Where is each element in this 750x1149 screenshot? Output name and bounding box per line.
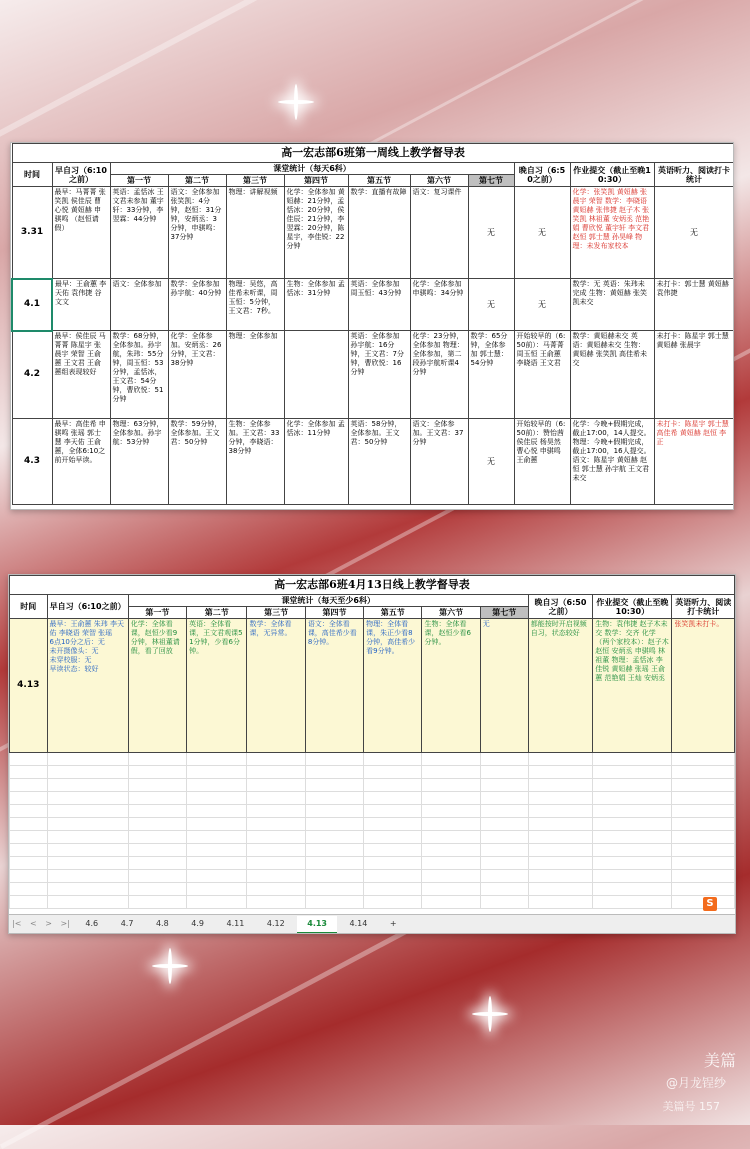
homework-cell[interactable]: 生物：袁伟捷 赵子木未交 数学：交齐 化学（两个家校本）：赵子木 赵恒 安炳丞 申骐鸣 林祖董 物理：孟恬冰 李佳锐 黄姮赫 张瑶 王俞蕙 范艳娟 王灿 安炳丞	[593, 619, 672, 753]
morning-cell[interactable]: 最早：侯佳辰 马菁菁 陈星宇 张晨宇 荣智 王俞蕙 王文君 王俞蕙组表现较好	[52, 331, 110, 419]
period-cell[interactable]: 物理：全体参加	[226, 331, 284, 419]
tab-4-14[interactable]: 4.14	[349, 919, 368, 928]
morning-earliest: 最早：王俞蕙 朱玮 李天佑 李晓语 荣智 张瑶	[49, 620, 124, 637]
evening-cell[interactable]: 开始较早的（6:50前）：赞怡茜 侯佳辰 杨昊然 曹心悦 申骐鸣 王俞蕙	[514, 419, 570, 505]
period-cell[interactable]: 数学：59分钟，全体参加。王文君：50分钟	[168, 419, 226, 505]
date-cell[interactable]: 3.31	[12, 187, 52, 279]
period-cell[interactable]: 无	[468, 279, 514, 331]
morning-cell[interactable]: 最早：马菁菁 张笑凯 侯佳辰 曹心悦 黄姮赫 申骐鸣 （赵恒请假）	[52, 187, 110, 279]
evening-cell[interactable]: 无	[514, 187, 570, 279]
header-time: 时间	[12, 163, 52, 187]
background-streak	[0, 0, 392, 163]
period-cell[interactable]: 无	[480, 619, 528, 753]
header-morning: 早自习（6:10之前）	[52, 163, 110, 187]
period-cell[interactable]: 无	[468, 419, 514, 505]
tab-4-11[interactable]: 4.11	[226, 919, 245, 928]
prev-sheet-button[interactable]: <	[29, 919, 37, 928]
empty-row	[10, 753, 735, 766]
empty-row	[10, 870, 735, 883]
add-sheet-button[interactable]: +	[389, 919, 397, 928]
last-sheet-button[interactable]: >|	[60, 919, 70, 928]
header-class-stat: 课堂统计（每天6科）	[110, 163, 514, 175]
empty-row	[10, 779, 735, 792]
morning-cell[interactable]	[47, 619, 128, 753]
next-sheet-button[interactable]: >	[45, 919, 52, 928]
period-cell[interactable]: 化学：23分钟，全体参加 物理：全体参加，第二段孙宇航听课4分钟	[410, 331, 468, 419]
period-cell[interactable]: 物理：全体看课，朱正少看8分钟，高佳希少看9分钟。	[364, 619, 422, 753]
header-period: 第五节	[364, 607, 422, 619]
supervision-table-week1	[11, 143, 734, 505]
table-row	[12, 419, 734, 505]
date-cell[interactable]: 4.1	[12, 279, 52, 331]
english-cell[interactable]: 张笑凯未打卡。	[672, 619, 735, 753]
spreadsheet-week1	[10, 142, 734, 510]
header-english: 英语听力、阅读打卡统计	[672, 595, 735, 619]
empty-row	[10, 766, 735, 779]
period-cell[interactable]: 物理：吴悠，高佳希未听课，周玉恒：5分钟，王文君：7秒。	[226, 279, 284, 331]
date-cell[interactable]: 4.13	[10, 619, 48, 753]
evening-cell[interactable]: 无	[514, 279, 570, 331]
evening-cell[interactable]: 都能按时开启视频自习，状态较好	[528, 619, 593, 753]
period-cell[interactable]: 数学：全体参加 孙宇航：40分钟	[168, 279, 226, 331]
period-cell[interactable]: 数学：65分钟，全体参加 郭士慧：54分钟	[468, 331, 514, 419]
period-cell[interactable]: 语文：全体看课，高佳希少看8分钟。	[305, 619, 363, 753]
period-cell[interactable]	[284, 331, 348, 419]
table-title: 高一宏志部6班4月13日线上教学督导表	[10, 576, 735, 595]
header-period: 第四节	[284, 175, 348, 187]
header-morning: 早自习（6:10之前）	[47, 595, 128, 619]
english-cell[interactable]: 未打卡：陈星宇 郭士慧 黄姮赫 张晨宇	[654, 331, 734, 419]
empty-row	[10, 818, 735, 831]
period-cell[interactable]: 语文：全体参加。王文君：37分钟	[410, 419, 468, 505]
header-time: 时间	[10, 595, 48, 619]
header-period: 第三节	[247, 607, 305, 619]
table-row	[12, 187, 734, 279]
header-evening: 晚自习（6:50之前）	[528, 595, 593, 619]
period-cell[interactable]: 生物：全体看课，赵恒少看6分钟。	[422, 619, 480, 753]
period-cell[interactable]: 英语：全体参加 孙宇航：16分钟，王文君：7分钟，曹欣悦：16分钟	[348, 331, 410, 419]
period-cell[interactable]: 语文：全体参加	[110, 279, 168, 331]
sheet-tab-bar	[9, 914, 735, 933]
period-cell[interactable]: 生物：全体参加。王文君：33分钟，李晓语：38分钟	[226, 419, 284, 505]
period-cell[interactable]: 物理：63分钟，全体参加。孙宇航：53分钟	[110, 419, 168, 505]
tab-4-12[interactable]: 4.12	[266, 919, 285, 928]
empty-row	[10, 857, 735, 870]
sparkle-icon	[152, 948, 188, 984]
period-cell[interactable]: 化学：全体参加。安炳丞：26分钟，王文君：38分钟	[168, 331, 226, 419]
header-class-stat: 课堂统计（每天至少6科）	[128, 595, 528, 607]
background-streak	[334, 0, 750, 164]
period-cell[interactable]: 生物：全体参加 孟恬冰：31分钟	[284, 279, 348, 331]
period-cell[interactable]: 化学：全体参加 申骐鸣：34分钟	[410, 279, 468, 331]
header-period: 第四节	[305, 607, 363, 619]
header-period: 第一节	[128, 607, 186, 619]
first-sheet-button[interactable]: |<	[12, 919, 22, 928]
english-cell[interactable]: 未打卡：郭士慧 黄姮赫 袁伟捷	[654, 279, 734, 331]
sparkle-icon	[278, 84, 314, 120]
morning-no-uniform: 未穿校服：无	[49, 656, 92, 664]
tab-4-8[interactable]: 4.8	[155, 919, 169, 928]
brand-watermark: 美篇	[703, 1051, 736, 1070]
period-cell[interactable]: 英语：孟恬冰 王文君未参加 董宇轩：33分钟，李翌霖：44分钟	[110, 187, 168, 279]
morning-cell[interactable]: 最早：高佳希 申骐鸣 张瑶 郭士慧 李天佑 王俞蕙，全体6:10之前开始早读。	[52, 419, 110, 505]
period-cell[interactable]: 数学：68分钟，全体参加。孙宇航，朱玮：55分钟，周玉恒：53分钟，孟恬冰，王文君：54分钟，曹欣悦：51分钟	[110, 331, 168, 419]
empty-row	[10, 805, 735, 818]
table-row	[12, 279, 734, 331]
sparkle-icon	[472, 996, 508, 1032]
period-cell[interactable]: 物理：讲解视频	[226, 187, 284, 279]
header-period: 第一节	[110, 175, 168, 187]
period-cell[interactable]: 语文：复习课件	[410, 187, 468, 279]
period-cell[interactable]: 化学：全体参加 黄姮赫：21分钟，孟恬冰：20分钟，侯佳辰：21分钟，李翌霖：20分钟，陈星宇，李佳锐：22分钟	[284, 187, 348, 279]
period-cell[interactable]: 化学：全体看课，赵恒少看9分钟，林祖董请假，看了回放	[128, 619, 186, 753]
period-cell[interactable]: 英语：58分钟，全体参加。王文君：50分钟	[348, 419, 410, 505]
period-cell[interactable]: 数学：直播有故障	[348, 187, 410, 279]
morning-no-camera: 未开摄像头：无	[49, 647, 99, 655]
date-cell[interactable]: 4.3	[12, 419, 52, 505]
header-period: 第五节	[348, 175, 410, 187]
morning-cell[interactable]: 最早：王俞蕙 李天佑 袁伟捷 谷文文	[52, 279, 110, 331]
header-english: 英语听力、阅读打卡统计	[654, 163, 734, 187]
table-title: 高一宏志部6班第一周线上教学督导表	[12, 144, 734, 163]
author-watermark: @月龙锃纱	[665, 1076, 726, 1090]
empty-row	[10, 883, 735, 896]
id-watermark: 美篇号 157	[662, 1100, 720, 1113]
morning-status: 早读状态：较好	[49, 665, 99, 673]
empty-row	[10, 896, 735, 909]
homework-cell[interactable]: 数学：黄姮赫未交 英语：黄姮赫未交 生物：黄姮赫 张笑凯 高佳希未交	[570, 331, 654, 419]
empty-row	[10, 831, 735, 844]
morning-late: 6点10分之后：无	[49, 638, 105, 646]
homework-cell[interactable]: 数学：无 英语：朱玮未完成 生物：黄姮赫 张笑凯未交	[570, 279, 654, 331]
period-cell[interactable]: 无	[468, 187, 514, 279]
table-row	[10, 619, 735, 753]
homework-cell[interactable]: 化学：今晚+假期完成，截止17:00，14人提交。物理：今晚+假期完成，截止17:00，16人提交。语文：陈星宇 黄姮赫 赵恒 郭士慧 孙宇航 王文君未交	[570, 419, 654, 505]
header-period: 第二节	[168, 175, 226, 187]
spreadsheet-apr13	[8, 574, 736, 934]
header-period: 第六节	[422, 607, 480, 619]
empty-row	[10, 844, 735, 857]
evening-cell[interactable]: 开始较早的（6:50前）：马菁菁 周玉恒 王俞蕙 李晓语 王文君	[514, 331, 570, 419]
tab-4-6[interactable]: 4.6	[85, 919, 99, 928]
header-period: 第六节	[410, 175, 468, 187]
header-period: 第三节	[226, 175, 284, 187]
english-cell[interactable]: 无	[654, 187, 734, 279]
header-evening: 晚自习（6:50之前）	[514, 163, 570, 187]
supervision-table-apr13	[9, 575, 735, 909]
header-period: 第七节	[468, 175, 514, 187]
period-cell[interactable]: 英语：全体参加 周玉恒：43分钟	[348, 279, 410, 331]
header-period: 第七节	[480, 607, 528, 619]
table-row	[12, 331, 734, 419]
header-homework: 作业提交（截止至晚10:30）	[570, 163, 654, 187]
period-cell[interactable]: 英语：全体看课，王文君观课51分钟，少看6分钟。	[187, 619, 247, 753]
tab-4-9[interactable]: 4.9	[191, 919, 204, 928]
header-homework: 作业提交（截止至晚10:30）	[593, 595, 672, 619]
date-cell[interactable]: 4.2	[12, 331, 52, 419]
empty-row	[10, 792, 735, 805]
homework-cell[interactable]: 化学：张笑凯 黄姮赫 张晨宇 荣智 数学：李晓语 黄姮赫 张伟捷 赵子木 张笑凯 林祖董 安炳丞 范艳娟 曹欣悦 董宇轩 李文君 赵恒 郭士慧 孙昊峰 物理：未发布家校本	[570, 187, 654, 279]
period-cell[interactable]: 数学：全体看课，无异常。	[247, 619, 305, 753]
period-cell[interactable]: 语文：全体参加 张笑凯：4分钟，赵恒：31分钟，安炳丞：3分钟，申骐鸣：37分钟	[168, 187, 226, 279]
tab-4-13[interactable]: 4.13	[297, 916, 337, 934]
period-cell[interactable]: 化学：全体参加 孟恬冰：11分钟	[284, 419, 348, 505]
ime-icon[interactable]: S	[703, 897, 717, 911]
english-cell[interactable]: 未打卡：陈星宇 郭士慧 高佳希 黄姮赫 赵恒 李正	[654, 419, 734, 505]
tab-4-7[interactable]: 4.7	[120, 919, 134, 928]
header-period: 第二节	[187, 607, 247, 619]
